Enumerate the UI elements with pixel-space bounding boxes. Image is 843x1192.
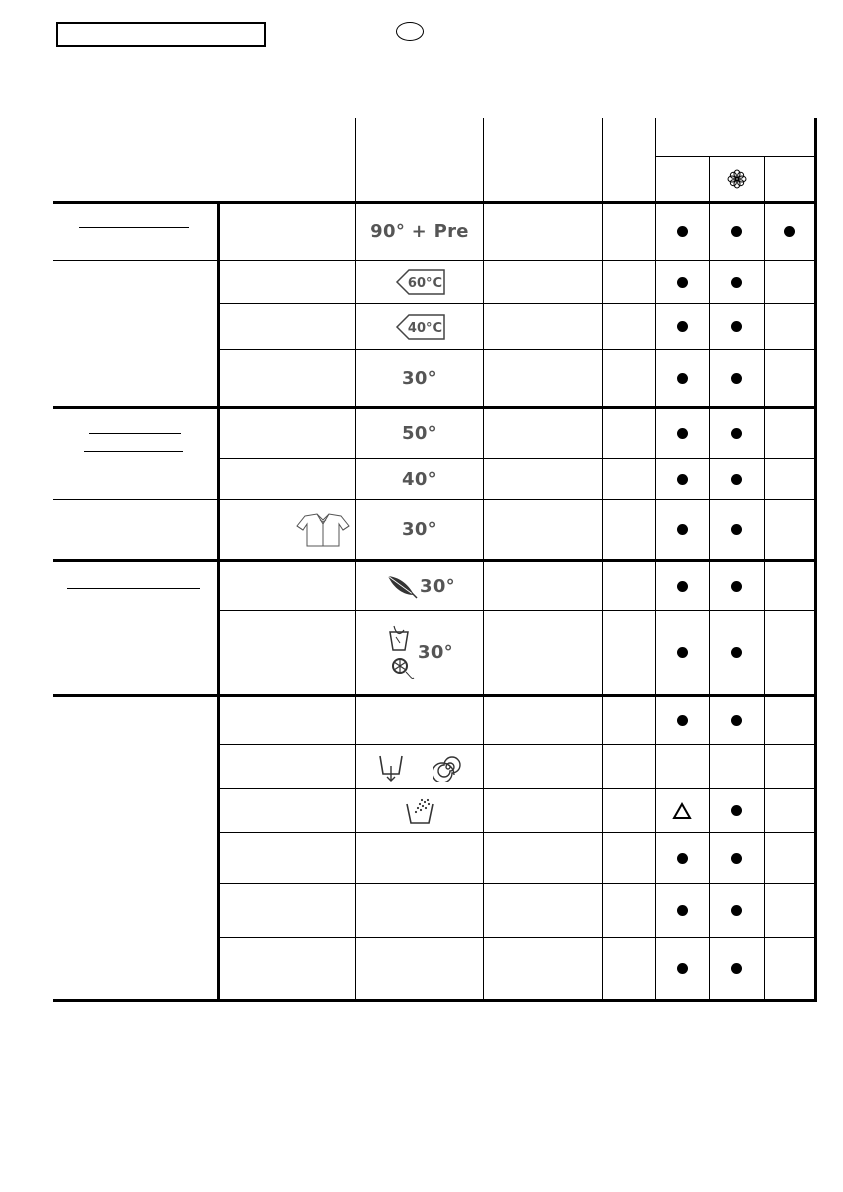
program-temp-50 (356, 409, 483, 458)
program-temp-30 (356, 350, 483, 406)
rule (655, 118, 656, 1002)
tag-icon (395, 314, 445, 340)
program-dot-marker (677, 226, 688, 237)
tag-icon (395, 269, 445, 295)
rule (218, 610, 817, 611)
program-dot-marker (677, 905, 688, 916)
program-dot-marker (677, 524, 688, 535)
rule (218, 744, 817, 745)
program-temp-label: 30° (418, 642, 453, 663)
program-dot-marker (731, 905, 742, 916)
rule (814, 118, 817, 1002)
program-dot-marker (731, 524, 742, 535)
program-temp-label: 40° (402, 468, 437, 490)
program-dot-marker (731, 581, 742, 592)
rule (218, 303, 817, 304)
program-dot-marker (731, 226, 742, 237)
handwash-icon (386, 622, 416, 684)
program-dot-marker (784, 226, 795, 237)
program-wool-30 (356, 562, 483, 610)
program-temp-40c (356, 304, 483, 349)
rule (218, 788, 817, 789)
program-temp-40 (356, 459, 483, 499)
program-temp-label: 50° (402, 423, 437, 444)
rule (218, 458, 817, 459)
program-handwash-30 (356, 611, 483, 694)
program-dot-marker (677, 647, 688, 658)
program-dot-marker (677, 428, 688, 439)
program-dot-marker (677, 853, 688, 864)
program-dot-marker (731, 321, 742, 332)
program-drain-spin (356, 745, 483, 788)
tag-temp-label: 60°C (407, 276, 442, 291)
program-dot-marker (731, 474, 742, 485)
program-temp-30-shirts (356, 500, 483, 559)
rule (53, 999, 817, 1002)
rule (218, 349, 817, 350)
program-dot-marker (731, 373, 742, 384)
program-temp-label: 30° (402, 519, 437, 540)
group-heading-underline (89, 433, 181, 434)
rule (764, 156, 765, 1002)
program-dot-marker (677, 581, 688, 592)
shirt-icon (294, 510, 352, 550)
group-heading-underline (84, 451, 183, 452)
rule (483, 118, 484, 1002)
program-dot-marker (677, 277, 688, 288)
rule (53, 694, 817, 697)
rule (218, 937, 817, 938)
rule (218, 832, 817, 833)
program-dot-marker (731, 647, 742, 658)
group-heading-underline (67, 588, 200, 589)
program-dot-marker (677, 963, 688, 974)
program-dot-marker (677, 715, 688, 726)
program-rinse (356, 789, 483, 832)
rule (218, 883, 817, 884)
tag-temp-label: 40°C (407, 320, 442, 336)
program-dot-marker (731, 963, 742, 974)
program-dot-marker (731, 853, 742, 864)
program-dot-marker (677, 373, 688, 384)
program-dot-marker (731, 805, 742, 816)
drain-icon (377, 752, 405, 782)
program-temp-label: 30° (402, 367, 437, 389)
program-temp-60 (356, 261, 483, 303)
triangle-marker (672, 802, 692, 820)
program-temp-90-pre (356, 203, 483, 260)
program-dot-marker (677, 321, 688, 332)
spin-icon (433, 752, 463, 782)
rule (217, 201, 220, 1002)
rinse-icon (404, 796, 436, 826)
program-temp-label: 30° (420, 575, 455, 597)
feather-icon (384, 573, 418, 599)
rule (602, 118, 603, 1002)
program-temp-label: 90° + Pre (370, 221, 469, 242)
program-dot-marker (677, 474, 688, 485)
group-heading-underline (79, 227, 189, 228)
flower-icon (709, 156, 764, 202)
program-dot-marker (731, 428, 742, 439)
rule (709, 156, 710, 1002)
program-dot-marker (731, 715, 742, 726)
program-dot-marker (731, 277, 742, 288)
